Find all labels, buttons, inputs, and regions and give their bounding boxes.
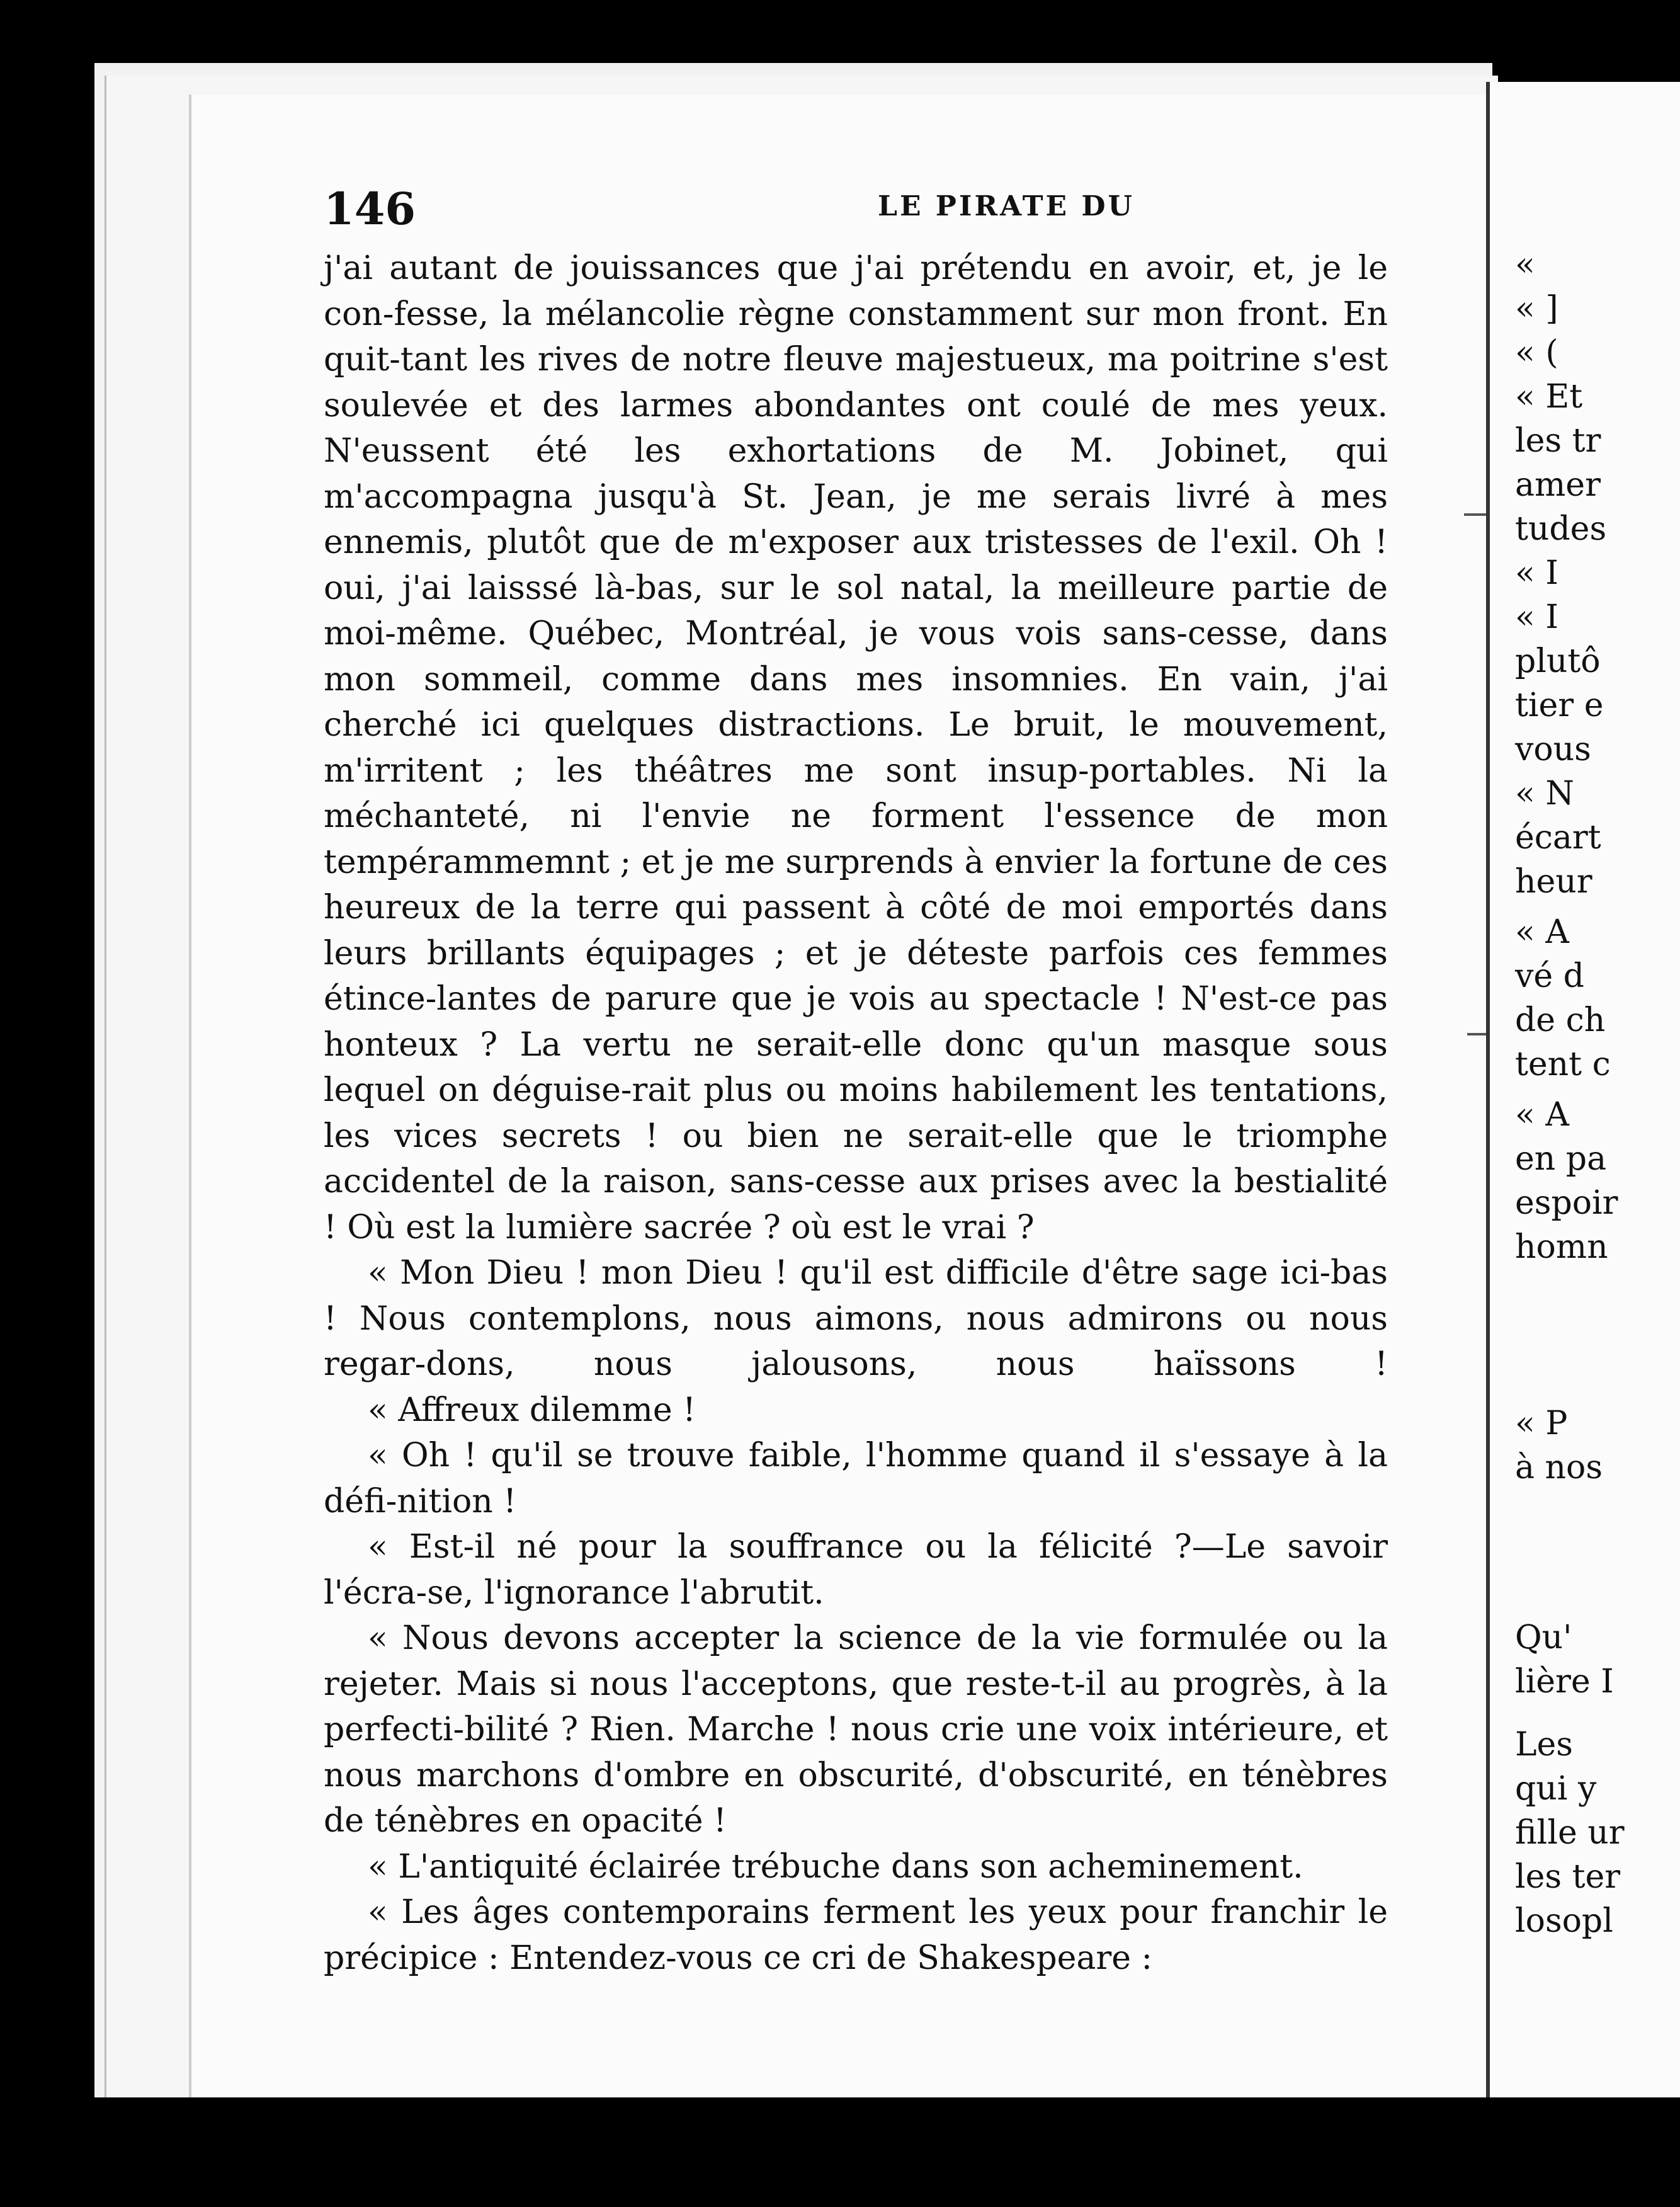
paragraph: « Nous devons accepter la science de la vie formulée ou la rejeter. Mais si nous l'acceptons, que reste-t-il au progrès, à la perfecti-bilité ? Rien. Marche ! nous crie une voix intérieure, et nous marchons d'ombre en obscurité, d'obscurité, en ténèbres de ténèbres en opacité ! xyxy=(324,1619,1388,1840)
right-page-line-fragment: « A xyxy=(1515,913,1569,951)
page-body xyxy=(324,246,1388,1981)
right-page-line-fragment: homn xyxy=(1515,1228,1608,1266)
right-page-line-fragment: « I xyxy=(1515,598,1558,636)
right-page-line-fragment: Qu' xyxy=(1515,1619,1572,1657)
right-page-line-fragment: qui y xyxy=(1515,1770,1597,1808)
right-page-line-fragment: les ter xyxy=(1515,1858,1621,1896)
right-page-line-fragment: de ch xyxy=(1515,1001,1606,1039)
page-number: 146 xyxy=(324,183,416,235)
book-page-right-partial xyxy=(1486,82,1680,2097)
right-page-line-fragment: fille ur xyxy=(1515,1814,1625,1852)
right-page-line-fragment: heur xyxy=(1515,863,1592,901)
right-page-line-fragment: Les xyxy=(1515,1726,1573,1764)
paragraph: « Oh ! qu'il se trouve faible, l'homme quand il s'essaye à la défi-nition ! xyxy=(324,1437,1388,1520)
right-page-line-fragment: vous xyxy=(1515,731,1591,768)
paragraph: « Affreux dilemme ! xyxy=(368,1391,696,1429)
paragraph: « Mon Dieu ! mon Dieu ! qu'il est difficile d'être sage ici-bas ! Nous contemplons, nous aimons, nous admirons ou nous regar-dons, nous jalousons, nous haïssons ! xyxy=(324,1254,1388,1383)
right-page-line-fragment: « N xyxy=(1515,775,1574,813)
page-header xyxy=(324,183,1457,252)
right-page-line-fragment: les tr xyxy=(1515,422,1601,460)
paragraph: « Les âges contemporains ferment les yeux pour franchir le précipice : Entendez-vous ce cri de Shakespeare : xyxy=(324,1893,1388,1977)
right-page-line-fragment: « ] xyxy=(1515,290,1558,328)
right-page-line-fragment: « A xyxy=(1515,1096,1569,1134)
right-page-line-fragment: à nos xyxy=(1515,1449,1603,1486)
right-page-line-fragment: en pa xyxy=(1515,1140,1607,1178)
paragraph: j'ai autant de jouissances que j'ai prétendu en avoir, et, je le con-fesse, la mélancolie règne constamment sur mon front. En quit-tant les rives de notre fleuve majestueux, ma poitrine s'est soulevée et des larmes abondantes ont coulé de mes yeux. N'eussent été les exhortations de M. Jobinet, qui m'accompagna jusqu'à St. Jean, je me serais livré à mes ennemis, plutôt que de m'exposer aux tristesses de l'exil. Oh ! oui, j'ai laisssé là-bas, sur le sol natal, la meilleure partie de moi-même. Québec, Montréal, je vous vois sans-cesse, dans mon sommeil, comme dans mes insomnies. En vain, j'ai cherché ici quelques distractions. Le bruit, le mouvement, m'irritent ; les théâtres me sont insup-portables. Ni la méchanteté, ni l'envie ne forment l'essence de mon tempérammemnt ; et je me surprends à envier la fortune de ces heureux de la terre qui passent à côté de moi emportés dans leurs brillants équipages ; et je déteste parfois ces femmes étince-lantes de parure que je vois au spectacle ! N'est-ce pas honteux ? La vertu ne serait-elle donc qu'un masque sous lequel on déguise-rait plus ou moins habilement les tentations, les vices secrets ! ou bien ne serait-elle que le triomphe accidentel de la raison, sans-cesse aux prises avec la bestialité ! Où est la lumière sacrée ? où est le vrai ? xyxy=(324,249,1388,1246)
right-page-line-fragment: plutô xyxy=(1515,642,1601,680)
paragraph: « Est-il né pour la souffrance ou la félicité ?—Le savoir l'écra-se, l'ignorance l'abrutit. xyxy=(324,1528,1388,1612)
right-page-line-fragment: tudes xyxy=(1515,510,1607,548)
right-page-line-fragment: écart xyxy=(1515,819,1601,857)
right-page-line-fragment: tent c xyxy=(1515,1046,1611,1083)
right-page-line-fragment: « P xyxy=(1515,1405,1568,1442)
right-page-line-fragment: vé d xyxy=(1515,957,1584,995)
running-title: LE PIRATE DU xyxy=(878,190,1135,222)
right-page-line-fragment: « I xyxy=(1515,554,1558,592)
right-page-line-fragment: « ( xyxy=(1515,334,1558,372)
right-page-line-fragment: losopl xyxy=(1515,1902,1613,1940)
right-page-line-fragment: espoir xyxy=(1515,1184,1618,1222)
right-page-line-fragment: « Et xyxy=(1515,378,1583,416)
right-page-line-fragment: tier e xyxy=(1515,687,1604,724)
right-page-line-fragment: amer xyxy=(1515,466,1601,504)
paragraph: « L'antiquité éclairée trébuche dans son acheminement. xyxy=(368,1847,1303,1886)
right-page-line-fragment: lière I xyxy=(1515,1663,1614,1701)
right-page-line-fragment: « xyxy=(1515,246,1535,283)
book-page-left xyxy=(189,94,1487,2097)
